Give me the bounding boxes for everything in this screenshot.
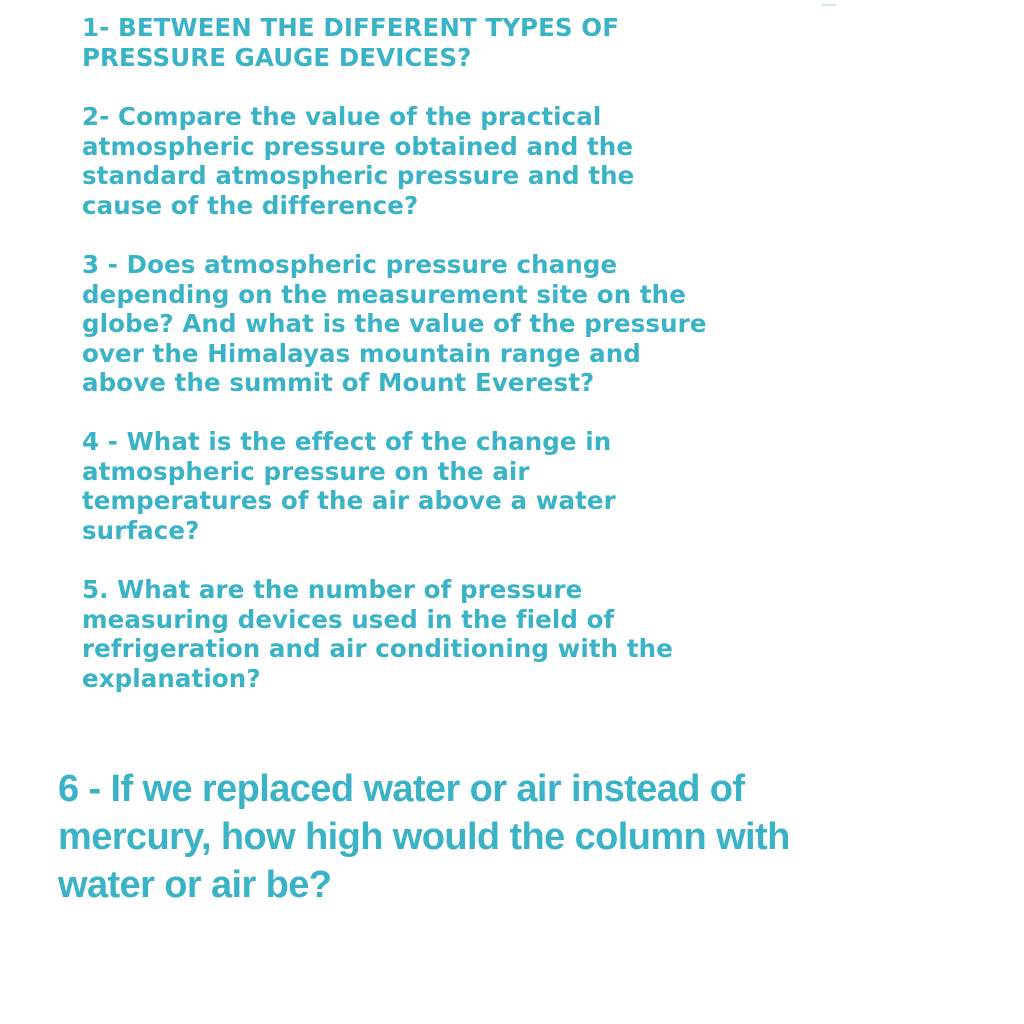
question-5: [82, 575, 862, 693]
question-line: 6 - If we replaced water or air instead of: [58, 768, 745, 810]
question-line: temperatures of the air above a water: [82, 486, 616, 516]
question-line: depending on the measurement site on the: [82, 279, 686, 309]
question-line: 4 - What is the effect of the change in: [82, 427, 612, 456]
question-line: atmospheric pressure on the air: [82, 456, 530, 486]
question-line: atmospheric pressure obtained and the: [82, 131, 634, 161]
question-4: [82, 427, 862, 545]
question-line: 3 - Does atmospheric pressure change: [82, 250, 618, 279]
question-line: water or air be?: [58, 864, 332, 906]
question-line: 1- BETWEEN THE DIFFERENT TYPES OF: [82, 13, 620, 42]
question-line: over the Himalayas mountain range and: [82, 338, 641, 368]
question-line: above the summit of Mount Everest?: [82, 368, 595, 398]
question-6: [58, 765, 958, 909]
question-line: globe? And what is the value of the pressure: [82, 309, 707, 339]
question-line: PRESSURE GAUGE DEVICES?: [82, 42, 472, 72]
question-line: refrigeration and air conditioning with the: [82, 634, 673, 664]
question-3: [82, 250, 862, 398]
question-line: mercury, how high would the column with: [58, 816, 790, 858]
question-line: explanation?: [82, 663, 261, 693]
question-2: [82, 102, 862, 220]
question-line: cause of the difference?: [82, 190, 419, 220]
question-line: 2- Compare the value of the practical: [82, 102, 602, 131]
question-1: [82, 13, 862, 72]
question-line: measuring devices used in the field of: [82, 604, 615, 634]
question-line: surface?: [82, 515, 200, 545]
question-line: 5. What are the number of pressure: [82, 575, 583, 604]
scan-mark: [822, 4, 836, 6]
question-line: standard atmospheric pressure and the: [82, 161, 635, 191]
